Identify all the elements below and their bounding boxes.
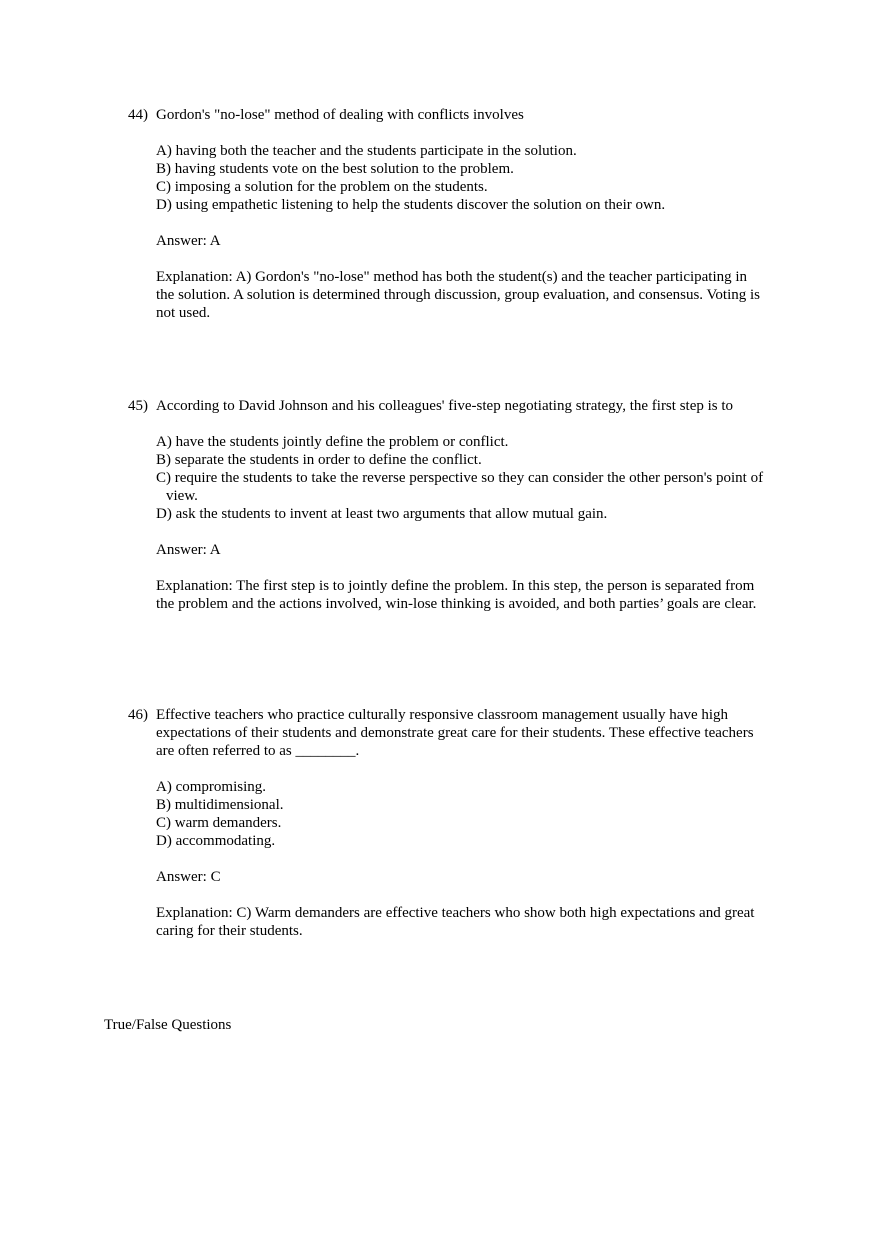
option-a: A) have the students jointly define the problem or conflict. (156, 434, 509, 450)
question-number: 44) (128, 107, 148, 123)
option-b: B) separate the students in order to define the conflict. (156, 452, 482, 468)
options-list (156, 778, 788, 850)
question-stem: According to David Johnson and his colleagues' five-step negotiating strategy, the first step is to (156, 398, 734, 414)
option-a: A) compromising. (156, 779, 266, 795)
explanation: Explanation: A) Gordon's "no-lose" method has both the student(s) and the teacher participating in the solution. A solution is determined through discussion, group evaluation, and consensus. Voting is not used. (156, 269, 760, 321)
explanation: Explanation: The first step is to jointly define the problem. In this step, the person is separated from the problem and the actions involved, win-lose thinking is avoided, and both parties’ goals are clear. (156, 578, 757, 612)
question-46 (128, 706, 788, 940)
option-c: C) warm demanders. (156, 815, 282, 831)
option-b: B) having students vote on the best solution to the problem. (156, 161, 514, 177)
options-list (156, 433, 788, 523)
section-heading: True/False Questions (104, 1017, 232, 1033)
option-c: C) require the students to take the reverse perspective so they can consider the other person's point of view. (156, 470, 767, 504)
question-stem: Gordon's "no-lose" method of dealing with conflicts involves (156, 107, 524, 123)
option-d: D) accommodating. (156, 833, 276, 849)
options-list (156, 142, 788, 214)
explanation: Explanation: C) Warm demanders are effective teachers who show both high expectations and great caring for their students. (156, 905, 755, 939)
question-number: 46) (128, 707, 148, 723)
option-d: D) ask the students to invent at least two arguments that allow mutual gain. (156, 506, 608, 522)
question-44 (128, 106, 788, 322)
question-45 (128, 397, 788, 613)
question-number: 45) (128, 398, 148, 414)
option-b: B) multidimensional. (156, 797, 284, 813)
option-a: A) having both the teacher and the students participate in the solution. (156, 143, 577, 159)
answer: Answer: C (156, 869, 221, 885)
option-c: C) imposing a solution for the problem on the students. (156, 179, 488, 195)
option-d: D) using empathetic listening to help the students discover the solution on their own. (156, 197, 666, 213)
answer: Answer: A (156, 542, 221, 558)
answer: Answer: A (156, 233, 221, 249)
question-stem: Effective teachers who practice culturally responsive classroom management usually have high expectations of their students and demonstrate great care for their students. These effective teachers are often referred to as ________. (156, 707, 754, 759)
